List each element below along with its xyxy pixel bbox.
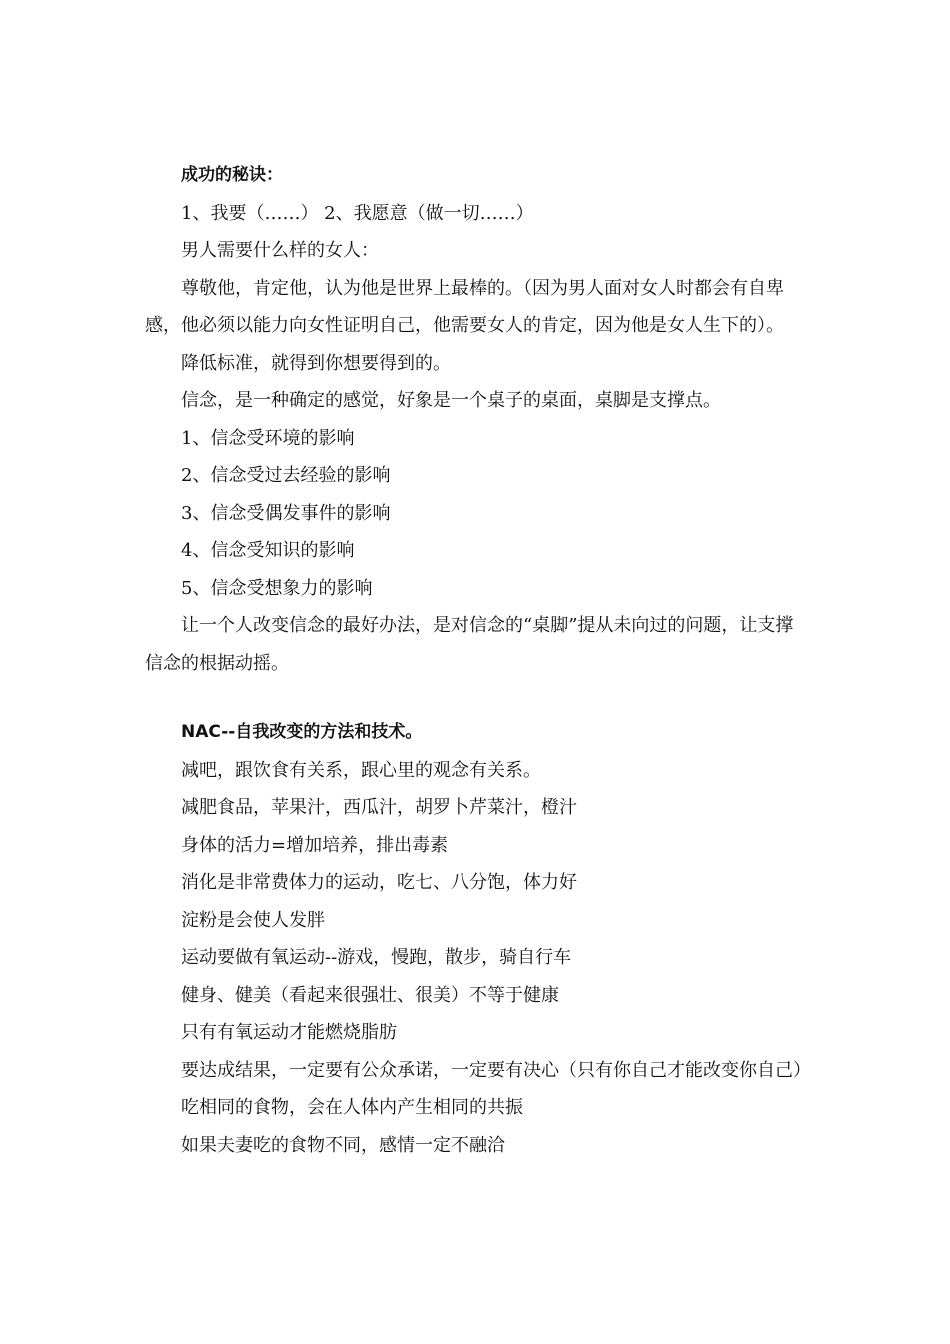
paragraph: 只有有氧运动才能燃烧脂肪: [181, 1022, 397, 1043]
paragraph: 如果夫妻吃的食物不同，感情一定不融洽: [181, 1134, 505, 1156]
paragraph: 减肥食品，苹果汁，西瓜汁，胡罗卜芹菜汁，橙汁: [181, 797, 577, 818]
section-gap: [145, 682, 805, 714]
paragraph: 减吧，跟饮食有关系，跟心里的观念有关系。: [181, 759, 541, 781]
document-body: [145, 157, 811, 1164]
paragraph: 要达成结果，一定要有公众承诺，一定要有决心（只有你自己才能改变你自己）: [181, 1059, 811, 1081]
paragraph: 让一个人改变信念的最好办法，是对信念的“桌脚”提从未向过的问题，让支撑信念的根据动摇。: [145, 615, 794, 674]
paragraph: 尊敬他，肯定他，认为他是世界上最棒的。（因为男人面对女人时都会有自卑感，他必须以能力向女性证明自己，他需要女人的肯定，因为他是女人生下的）。: [145, 277, 784, 336]
paragraph: 吃相同的食物，会在人体内产生相同的共振: [181, 1097, 523, 1118]
paragraph: 淀粉是会使人发胖: [181, 909, 325, 931]
paragraph: 1、我要（……） 2、我愿意（做一切……）: [181, 202, 534, 224]
paragraph: 信念，是一种确定的感觉，好象是一个桌子的桌面，桌脚是支撑点。: [181, 390, 721, 411]
list-item: 2、信念受过去经验的影响: [181, 465, 391, 486]
paragraph: 运动要做有氧运动--游戏，慢跑，散步，骑自行车: [181, 947, 572, 968]
paragraph: 健身、健美（看起来很强壮、很美）不等于健康: [181, 984, 559, 1006]
paragraph: 身体的活力=增加培养，排出毒素: [181, 834, 449, 856]
section-heading-nac: NAC--自我改变的方法和技术。: [181, 722, 423, 742]
list-item: 4、信念受知识的影响: [181, 540, 355, 561]
paragraph: 消化是非常费体力的运动，吃七、八分饱，体力好: [181, 872, 577, 893]
paragraph: 男人需要什么样的女人：: [181, 240, 379, 261]
list-item: 3、信念受偶发事件的影响: [181, 502, 391, 524]
section-heading-success-secret: 成功的秘诀：: [181, 165, 283, 185]
list-item: 5、信念受想象力的影响: [181, 577, 373, 599]
list-item: 1、信念受环境的影响: [181, 427, 355, 449]
paragraph: 降低标准，就得到你想要得到的。: [181, 352, 451, 374]
